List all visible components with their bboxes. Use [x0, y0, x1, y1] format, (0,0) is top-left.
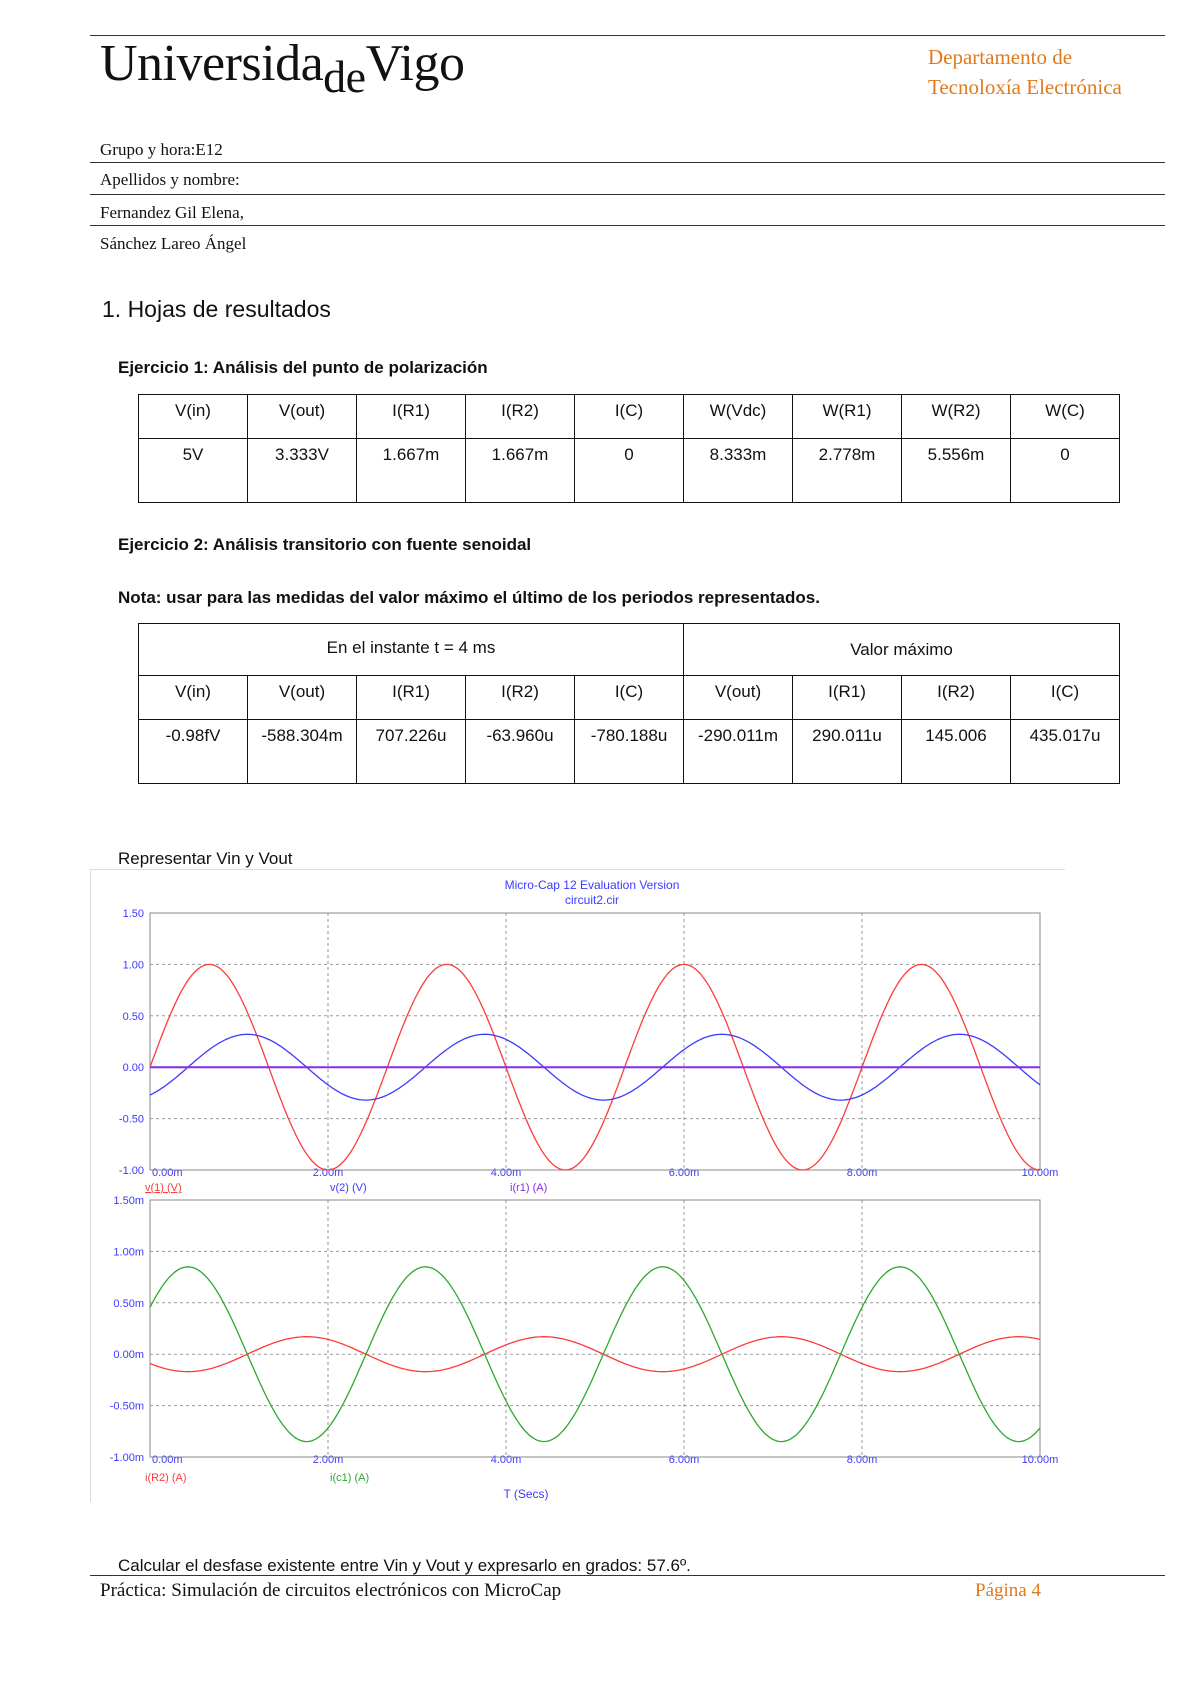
footer-text: Práctica: Simulación de circuitos electrónicos con MicroCap — [100, 1580, 562, 1601]
y-tick-label: -0.50 — [118, 1113, 144, 1126]
ex1-header-cell: V(in) — [139, 395, 248, 439]
ex2-value-cell: 435.017u — [1011, 720, 1120, 784]
x-tick-label: 2.00m — [312, 1454, 344, 1466]
ex2-value-cell: -290.011m — [684, 720, 793, 784]
y-tick-label: 1.00 — [122, 959, 144, 972]
department-name — [928, 42, 1122, 102]
ex1-header-cell: W(R1) — [793, 395, 902, 439]
student-name-1: Fernandez Gil Elena, — [100, 203, 244, 222]
y-tick-label: 0.00 — [122, 1062, 144, 1075]
microcap-plot-svg — [90, 869, 1065, 1502]
ex1-value-cell: 2.778m — [793, 439, 902, 503]
rule-2 — [90, 194, 1165, 195]
rule-3 — [90, 225, 1165, 226]
y-tick-label: -1.00m — [109, 1452, 144, 1464]
legend-entry: v(1) (V) — [145, 1182, 182, 1194]
ex1-header-cell: W(C) — [1011, 395, 1120, 439]
ex2-header-cell: I(R2) — [902, 676, 1011, 720]
ex1-value-cell: 5V — [139, 439, 248, 503]
x-tick-label: 6.00m — [668, 1454, 700, 1466]
ex2-value-cell: 145.006 — [902, 720, 1011, 784]
ex1-header-cell: I(R2) — [466, 395, 575, 439]
phase-conclusion: Calcular el desfase existente entre Vin y Vout y expresarlo en grados: 57.6º. — [118, 1556, 691, 1575]
x-tick-label: 6.00m — [668, 1167, 700, 1179]
ex2-header-cell: I(R1) — [793, 676, 902, 720]
ex2-table — [138, 623, 1120, 784]
ex2-header-cell: I(C) — [1011, 676, 1120, 720]
ex1-header-row — [139, 395, 1120, 439]
ex2-header-cell: I(R2) — [466, 676, 575, 720]
ex2-header-cell: V(in) — [139, 676, 248, 720]
legend-entry: i(c1) (A) — [330, 1472, 370, 1484]
ex1-header-cell: I(R1) — [357, 395, 466, 439]
section-title: 1. Hojas de resultados — [102, 296, 331, 322]
y-tick-label: 0.50m — [113, 1297, 144, 1310]
legend-entry: i(r1) (A) — [510, 1182, 548, 1194]
y-tick-label: 1.50 — [122, 908, 144, 920]
x-tick-label: 10.00m — [1021, 1167, 1059, 1179]
logo-text-main: Universida — [100, 35, 324, 92]
ex2-header-cell: I(C) — [575, 676, 684, 720]
ex1-value-cell: 0 — [575, 439, 684, 503]
x-tick-label: 2.00m — [312, 1167, 344, 1179]
rule-1 — [90, 162, 1165, 163]
ex2-header-cell: V(out) — [248, 676, 357, 720]
dept-line1: Departamento de — [928, 45, 1073, 69]
names-label: Apellidos y nombre: — [100, 170, 240, 189]
x-tick-label: 0.00m — [152, 1167, 183, 1179]
chart-subtitle: circuit2.cir — [564, 893, 620, 907]
x-tick-label: 4.00m — [490, 1454, 522, 1466]
ex1-header-cell: I(C) — [575, 395, 684, 439]
ex2-value-cell: -0.98fV — [139, 720, 248, 784]
x-tick-label: 0.00m — [152, 1454, 183, 1466]
ex1-value-cell: 1.667m — [466, 439, 575, 503]
legend-entry: v(2) (V) — [330, 1182, 367, 1194]
ex2-group-row — [139, 624, 1120, 676]
page-number: Página 4 — [975, 1580, 1041, 1601]
y-tick-label: 1.50m — [113, 1195, 144, 1207]
ex2-group-instant: En el instante t = 4 ms — [139, 624, 684, 676]
x-tick-label: 10.00m — [1021, 1454, 1059, 1466]
y-tick-label: -1.00 — [118, 1165, 144, 1177]
y-tick-label: -0.50m — [109, 1400, 144, 1413]
y-tick-label: 1.00m — [113, 1246, 144, 1259]
ex2-title: Ejercicio 2: Análisis transitorio con fuente senoidal — [118, 535, 532, 554]
ex2-value-cell: 290.011u — [793, 720, 902, 784]
university-logo — [100, 34, 465, 102]
footer-rule — [90, 1575, 1165, 1576]
chart-title: Micro-Cap 12 Evaluation Version — [504, 878, 680, 892]
y-tick-label: 0.50 — [122, 1010, 144, 1023]
ex1-table — [138, 394, 1120, 503]
ex1-value-cell: 0 — [1011, 439, 1120, 503]
ex1-value-cell: 1.667m — [357, 439, 466, 503]
x-tick-label: 8.00m — [846, 1454, 878, 1466]
ex1-header-cell: W(Vdc) — [684, 395, 793, 439]
ex1-value-cell: 5.556m — [902, 439, 1011, 503]
ex2-value-cell: -780.188u — [575, 720, 684, 784]
ex2-header-cell: V(out) — [684, 676, 793, 720]
x-tick-label: 8.00m — [846, 1167, 878, 1179]
ex1-value-cell: 3.333V — [248, 439, 357, 503]
plot-label: Representar Vin y Vout — [118, 849, 293, 868]
ex2-note: Nota: usar para las medidas del valor máximo el último de los periodos representados. — [118, 588, 820, 607]
ex1-header-cell: W(R2) — [902, 395, 1011, 439]
logo-text-end: Vigo — [365, 35, 465, 92]
ex2-value-cell: 707.226u — [357, 720, 466, 784]
ex1-title: Ejercicio 1: Análisis del punto de polarización — [118, 358, 488, 377]
ex2-header-cell: I(R1) — [357, 676, 466, 720]
legend-entry: i(R2) (A) — [145, 1472, 187, 1484]
ex2-value-row — [139, 720, 1120, 784]
ex1-value-row — [139, 439, 1120, 503]
dept-line2: Tecnoloxía Electrónica — [928, 75, 1122, 99]
ex2-header-row — [139, 676, 1120, 720]
x-axis-label: T (Secs) — [503, 1487, 549, 1501]
group-line: Grupo y hora:E12 — [100, 140, 223, 159]
ex1-value-cell: 8.333m — [684, 439, 793, 503]
ex2-group-max: Valor máximo — [684, 624, 1120, 676]
x-tick-label: 4.00m — [490, 1167, 522, 1179]
y-tick-label: 0.00m — [113, 1349, 144, 1362]
microcap-plot — [90, 869, 1065, 1502]
ex2-value-cell: -63.960u — [466, 720, 575, 784]
ex2-value-cell: -588.304m — [248, 720, 357, 784]
student-name-2: Sánchez Lareo Ángel — [100, 234, 247, 253]
logo-text-de: de — [323, 51, 366, 102]
ex1-header-cell: V(out) — [248, 395, 357, 439]
